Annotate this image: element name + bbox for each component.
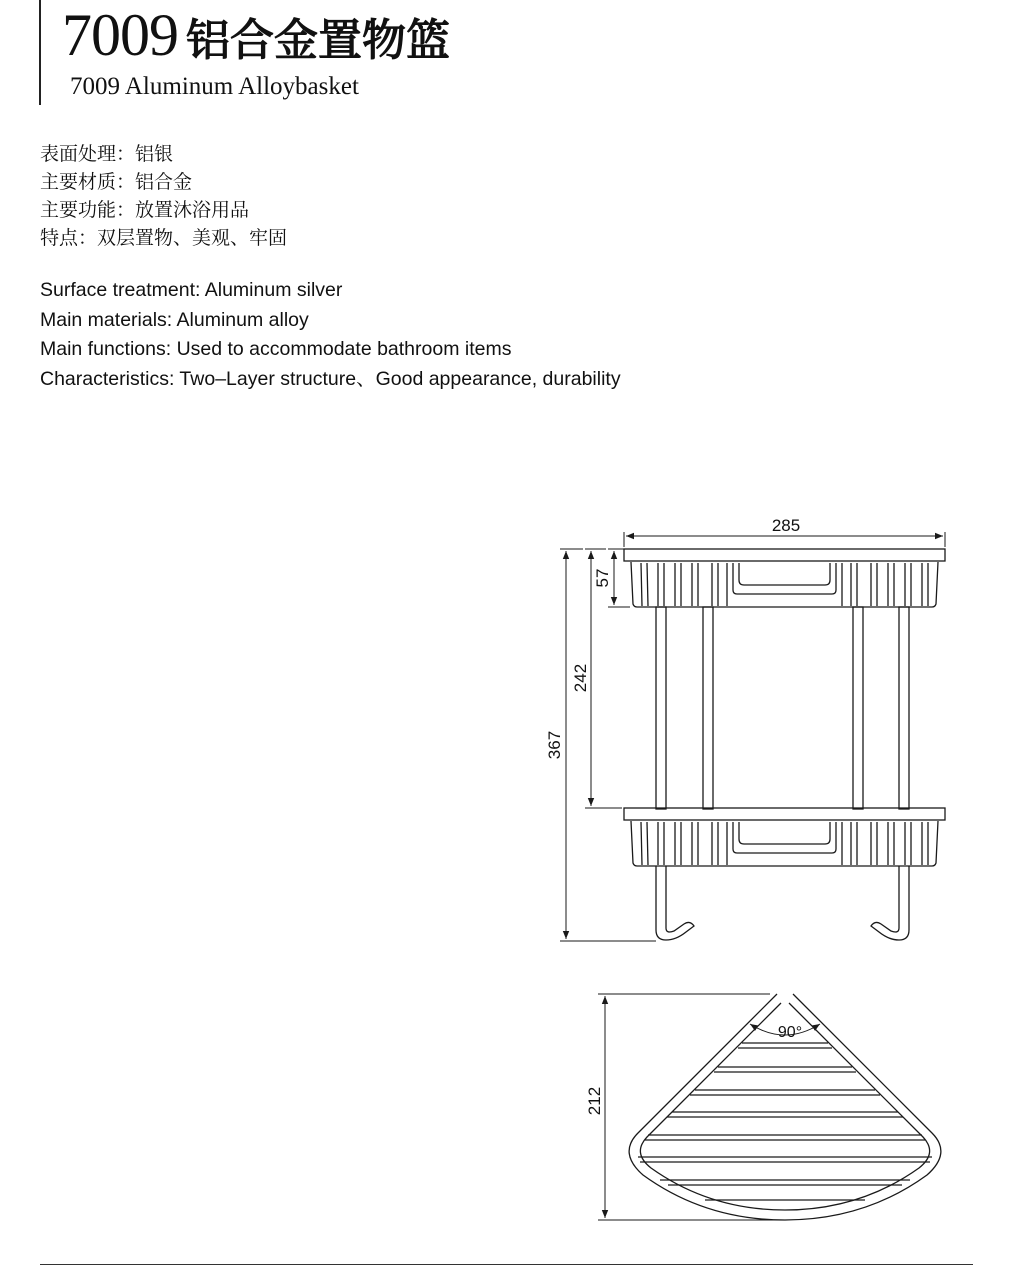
dim-layer-spacing-label: 242	[571, 663, 590, 693]
lower-rim	[624, 808, 945, 820]
product-name-en: 7009 Aluminum Alloybasket	[70, 73, 359, 100]
top-view	[598, 994, 941, 1220]
hook-legs	[656, 866, 909, 940]
plan-slats	[638, 1043, 932, 1200]
spec-en-material: Main materials: Aluminum alloy	[40, 308, 309, 331]
lower-basket	[631, 821, 938, 866]
bottom-divider	[40, 1264, 973, 1265]
spec-en-function: Main functions: Used to accommodate bathroom items	[40, 338, 512, 360]
dim-layer-height-label: 57	[593, 568, 612, 588]
spec-cn-features: 特点：双层置物、美观、牢固	[40, 227, 288, 249]
model-number: 7009	[62, 2, 178, 68]
support-posts	[656, 607, 909, 809]
dim-total-height-label: 367	[545, 730, 564, 760]
corner-angle-label: 90°	[777, 1024, 803, 1041]
dim-depth-label: 212	[585, 1086, 604, 1116]
dim-width-label: 285	[771, 516, 801, 535]
product-name-cn: 铝合金置物篮	[186, 15, 450, 66]
front-view	[624, 549, 945, 940]
top-rim	[624, 549, 945, 561]
spec-en-features: Characteristics: Two–Layer structure、Good appearance, durability	[40, 367, 621, 390]
spec-cn-function: 主要功能：放置沐浴用品	[40, 199, 250, 221]
upper-basket	[631, 562, 938, 607]
spec-cn-surface: 表面处理：铝银	[40, 143, 174, 165]
spec-en-surface: Surface treatment: Aluminum silver	[40, 279, 343, 301]
spec-cn-material: 主要材质：铝合金	[40, 171, 193, 193]
